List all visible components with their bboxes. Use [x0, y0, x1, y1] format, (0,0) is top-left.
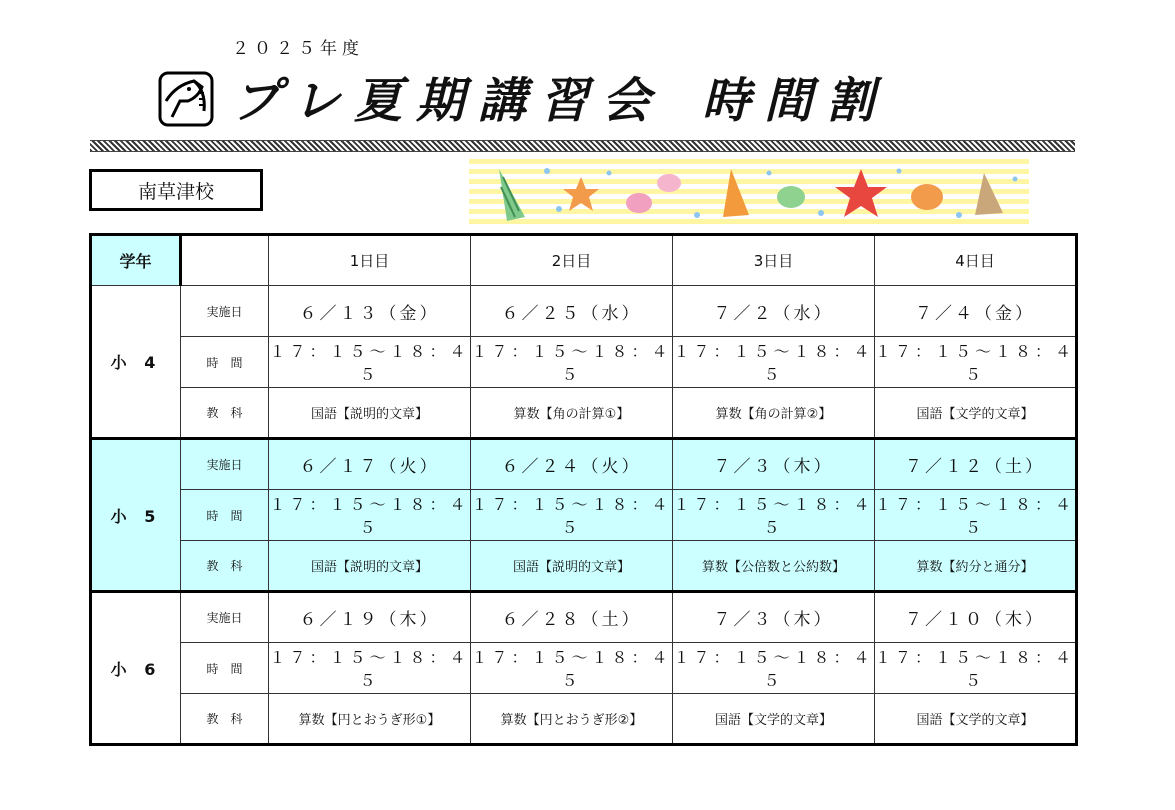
day-header: 4日目 — [875, 235, 1077, 286]
date-cell: ６／２４（火） — [471, 439, 673, 490]
subject-cell: 国語【文学的文章】 — [673, 694, 875, 745]
table-row — [91, 490, 1077, 541]
table-row — [91, 439, 1077, 490]
table-row — [91, 388, 1077, 439]
subject-cell: 算数【円とおうぎ形①】 — [269, 694, 471, 745]
row-label-date: 実施日 — [181, 286, 269, 337]
subject-cell: 国語【文学的文章】 — [875, 694, 1077, 745]
row-label-date: 実施日 — [181, 592, 269, 643]
table-row — [91, 592, 1077, 643]
red-starfish-icon — [835, 169, 887, 217]
grade-cell: 小 4 — [91, 286, 181, 439]
time-cell: １７：１５～１８：４５ — [471, 490, 673, 541]
day-header: 2日目 — [471, 235, 673, 286]
grade-header: 学年 — [91, 235, 181, 286]
seashell-banner — [469, 159, 1029, 227]
table-row — [91, 643, 1077, 694]
time-cell: １７：１５～１８：４５ — [269, 643, 471, 694]
date-cell: ７／１２（土） — [875, 439, 1077, 490]
date-cell: ７／４（金） — [875, 286, 1077, 337]
row-label-subject: 教 科 — [181, 388, 269, 439]
subject-cell: 算数【円とおうぎ形②】 — [471, 694, 673, 745]
table-row — [91, 541, 1077, 592]
title-sub: 時間割 — [702, 73, 889, 129]
scallop-shell-icon — [911, 184, 943, 210]
row-label-time: 時 間 — [181, 490, 269, 541]
table-row — [91, 286, 1077, 337]
row-label-time: 時 間 — [181, 337, 269, 388]
clam-shell-icon — [626, 174, 681, 213]
subject-cell: 国語【説明的文章】 — [269, 388, 471, 439]
label-header — [181, 235, 269, 286]
round-shell-icon — [777, 186, 805, 208]
date-cell: ７／３（木） — [673, 439, 875, 490]
subject-cell: 国語【説明的文章】 — [471, 541, 673, 592]
row-label-date: 実施日 — [181, 439, 269, 490]
subject-cell: 算数【角の計算①】 — [471, 388, 673, 439]
date-cell: ６／２８（土） — [471, 592, 673, 643]
time-cell: １７：１５～１８：４５ — [673, 490, 875, 541]
time-cell: １７：１５～１８：４５ — [471, 643, 673, 694]
row-label-time: 時 間 — [181, 643, 269, 694]
day-header: 3日目 — [673, 235, 875, 286]
title-divider — [90, 140, 1075, 152]
time-cell: １７：１５～１８：４５ — [269, 490, 471, 541]
starfish-icon — [563, 177, 599, 211]
row-label-subject: 教 科 — [181, 541, 269, 592]
subject-cell: 算数【公倍数と公約数】 — [673, 541, 875, 592]
grade-cell: 小 6 — [91, 592, 181, 745]
day-header: 1日目 — [269, 235, 471, 286]
grade-cell: 小 5 — [91, 439, 181, 592]
table-row — [91, 337, 1077, 388]
time-cell: １７：１５～１８：４５ — [875, 337, 1077, 388]
school-name: 南草津校 — [89, 169, 263, 211]
date-cell: ６／２５（水） — [471, 286, 673, 337]
date-cell: ６／１３（金） — [269, 286, 471, 337]
title-main: プレ夏期講習会 — [232, 73, 665, 129]
time-cell: １７：１５～１８：４５ — [673, 643, 875, 694]
date-cell: ６／１９（木） — [269, 592, 471, 643]
page-title — [232, 62, 888, 131]
time-cell: １７：１５～１８：４５ — [875, 643, 1077, 694]
date-cell: ６／１７（火） — [269, 439, 471, 490]
subject-cell: 算数【角の計算②】 — [673, 388, 875, 439]
spiral-shell-icon — [723, 169, 749, 217]
time-cell: １７：１５～１８：４５ — [875, 490, 1077, 541]
subject-cell: 国語【説明的文章】 — [269, 541, 471, 592]
conch-shell-icon — [975, 173, 1003, 215]
time-cell: １７：１５～１８：４５ — [269, 337, 471, 388]
table-row — [91, 694, 1077, 745]
row-label-subject: 教 科 — [181, 694, 269, 745]
subject-cell: 国語【文学的文章】 — [875, 388, 1077, 439]
header-row — [91, 235, 1077, 286]
subject-cell: 算数【約分と通分】 — [875, 541, 1077, 592]
date-cell: ７／１０（木） — [875, 592, 1077, 643]
cone-shell-icon — [499, 169, 525, 221]
time-cell: １７：１５～１８：４５ — [673, 337, 875, 388]
logo-icon — [158, 71, 214, 127]
timetable — [89, 233, 1078, 746]
time-cell: １７：１５～１８：４５ — [471, 337, 673, 388]
date-cell: ７／２（水） — [673, 286, 875, 337]
date-cell: ７／３（木） — [673, 592, 875, 643]
year-label: ２０２５年度 — [232, 39, 364, 59]
